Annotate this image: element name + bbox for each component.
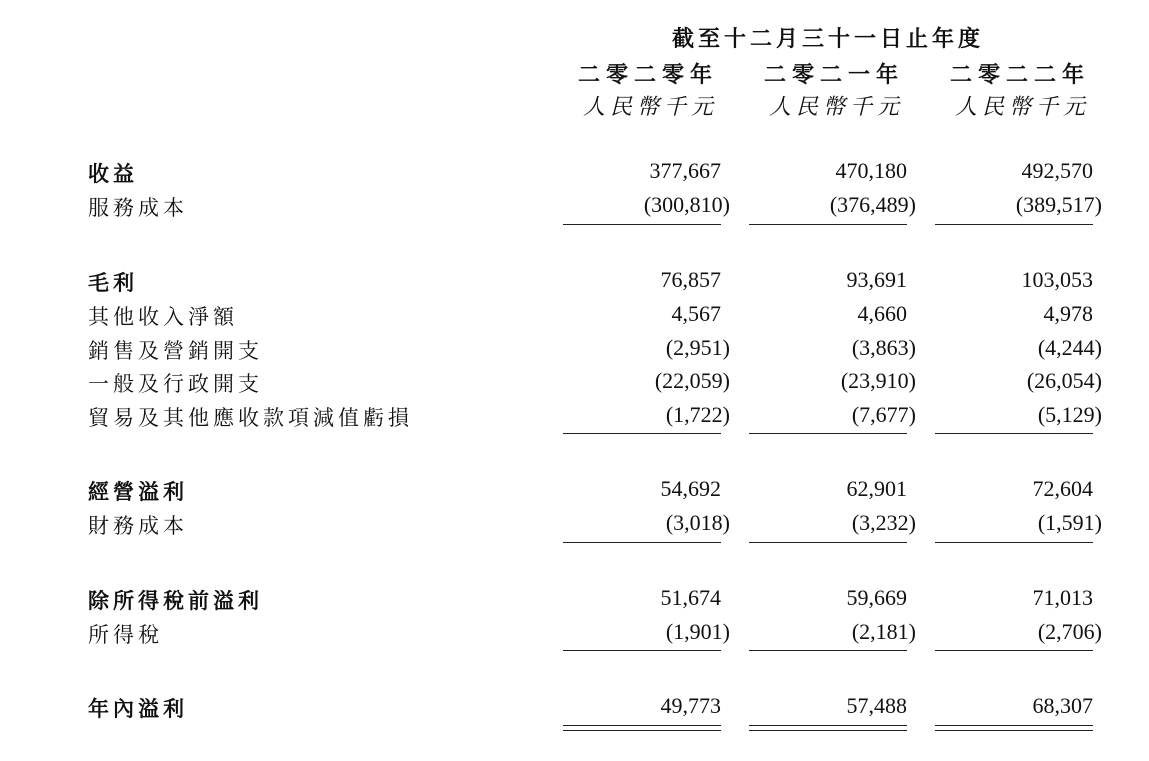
value-profit-for-year-2022: 68,307 xyxy=(1032,693,1093,718)
subtotal-rule xyxy=(563,650,721,651)
total-double-rule xyxy=(935,725,1093,726)
row-label-admin-expenses: 一般及行政開支 xyxy=(88,372,263,396)
column-unit-2022: 人民幣千元 xyxy=(954,95,1090,120)
row-label-cost-of-services: 服務成本 xyxy=(88,196,188,220)
subtotal-rule xyxy=(749,650,907,651)
row-label-gross-profit: 毛利 xyxy=(88,271,138,295)
row-label-impairment-losses: 貿易及其他應收款項減值虧損 xyxy=(88,406,413,430)
value-revenue-2022: 492,570 xyxy=(1021,158,1093,183)
value-selling-expenses-2021: (3,863) xyxy=(851,335,916,360)
value-impairment-losses-2020: (1,722) xyxy=(665,402,730,427)
value-gross-profit-2022: 103,053 xyxy=(1021,267,1093,292)
column-unit-2021: 人民幣千元 xyxy=(768,95,904,120)
subtotal-rule xyxy=(935,224,1093,225)
value-selling-expenses-2022: (4,244) xyxy=(1037,335,1102,360)
value-income-tax-2021: (2,181) xyxy=(851,619,916,644)
value-operating-profit-2022: 72,604 xyxy=(1032,476,1093,501)
value-profit-for-year-2021: 57,488 xyxy=(846,693,907,718)
value-other-income-2022: 4,978 xyxy=(1043,301,1093,326)
value-revenue-2020: 377,667 xyxy=(649,158,721,183)
subtotal-rule xyxy=(749,542,907,543)
subtotal-rule xyxy=(935,433,1093,434)
subtotal-rule xyxy=(749,433,907,434)
value-other-income-2021: 4,660 xyxy=(857,301,907,326)
value-other-income-2020: 4,567 xyxy=(671,301,721,326)
value-gross-profit-2021: 93,691 xyxy=(846,267,907,292)
value-profit-before-tax-2020: 51,674 xyxy=(660,585,721,610)
subtotal-rule xyxy=(935,542,1093,543)
subtotal-rule xyxy=(563,542,721,543)
value-revenue-2021: 470,180 xyxy=(835,158,907,183)
subtotal-rule xyxy=(563,433,721,434)
column-year-2020: 二零二零年 xyxy=(577,63,718,88)
value-cost-of-services-2022: (389,517) xyxy=(1015,192,1102,217)
value-cost-of-services-2020: (300,810) xyxy=(643,192,730,217)
subtotal-rule xyxy=(935,650,1093,651)
value-operating-profit-2021: 62,901 xyxy=(846,476,907,501)
value-finance-costs-2020: (3,018) xyxy=(665,510,730,535)
row-label-profit-for-year: 年內溢利 xyxy=(88,697,188,721)
value-profit-before-tax-2021: 59,669 xyxy=(846,585,907,610)
row-label-other-income: 其他收入淨額 xyxy=(88,305,238,329)
value-income-tax-2022: (2,706) xyxy=(1037,619,1102,644)
row-label-revenue: 收益 xyxy=(88,162,138,186)
value-admin-expenses-2022: (26,054) xyxy=(1026,368,1102,393)
row-label-income-tax: 所得稅 xyxy=(88,623,163,647)
value-admin-expenses-2021: (23,910) xyxy=(840,368,916,393)
total-double-rule xyxy=(749,730,907,731)
value-impairment-losses-2021: (7,677) xyxy=(851,402,916,427)
value-profit-for-year-2020: 49,773 xyxy=(660,693,721,718)
subtotal-rule xyxy=(563,224,721,225)
total-double-rule xyxy=(563,725,721,726)
column-year-2022: 二零二二年 xyxy=(949,63,1090,88)
value-finance-costs-2022: (1,591) xyxy=(1037,510,1102,535)
value-income-tax-2020: (1,901) xyxy=(665,619,730,644)
value-selling-expenses-2020: (2,951) xyxy=(665,335,730,360)
subtotal-rule xyxy=(749,224,907,225)
value-gross-profit-2020: 76,857 xyxy=(660,267,721,292)
value-operating-profit-2020: 54,692 xyxy=(660,476,721,501)
total-double-rule xyxy=(749,725,907,726)
period-header: 截至十二月三十一日止年度 xyxy=(671,27,984,52)
column-year-2021: 二零二一年 xyxy=(763,63,904,88)
value-cost-of-services-2021: (376,489) xyxy=(829,192,916,217)
row-label-profit-before-tax: 除所得稅前溢利 xyxy=(88,589,263,613)
total-double-rule xyxy=(563,730,721,731)
total-double-rule xyxy=(935,730,1093,731)
row-label-finance-costs: 財務成本 xyxy=(88,514,188,538)
row-label-operating-profit: 經營溢利 xyxy=(88,480,188,504)
value-impairment-losses-2022: (5,129) xyxy=(1037,402,1102,427)
value-admin-expenses-2020: (22,059) xyxy=(654,368,730,393)
value-profit-before-tax-2022: 71,013 xyxy=(1032,585,1093,610)
row-label-selling-expenses: 銷售及營銷開支 xyxy=(88,339,263,363)
column-unit-2020: 人民幣千元 xyxy=(582,95,718,120)
value-finance-costs-2021: (3,232) xyxy=(851,510,916,535)
